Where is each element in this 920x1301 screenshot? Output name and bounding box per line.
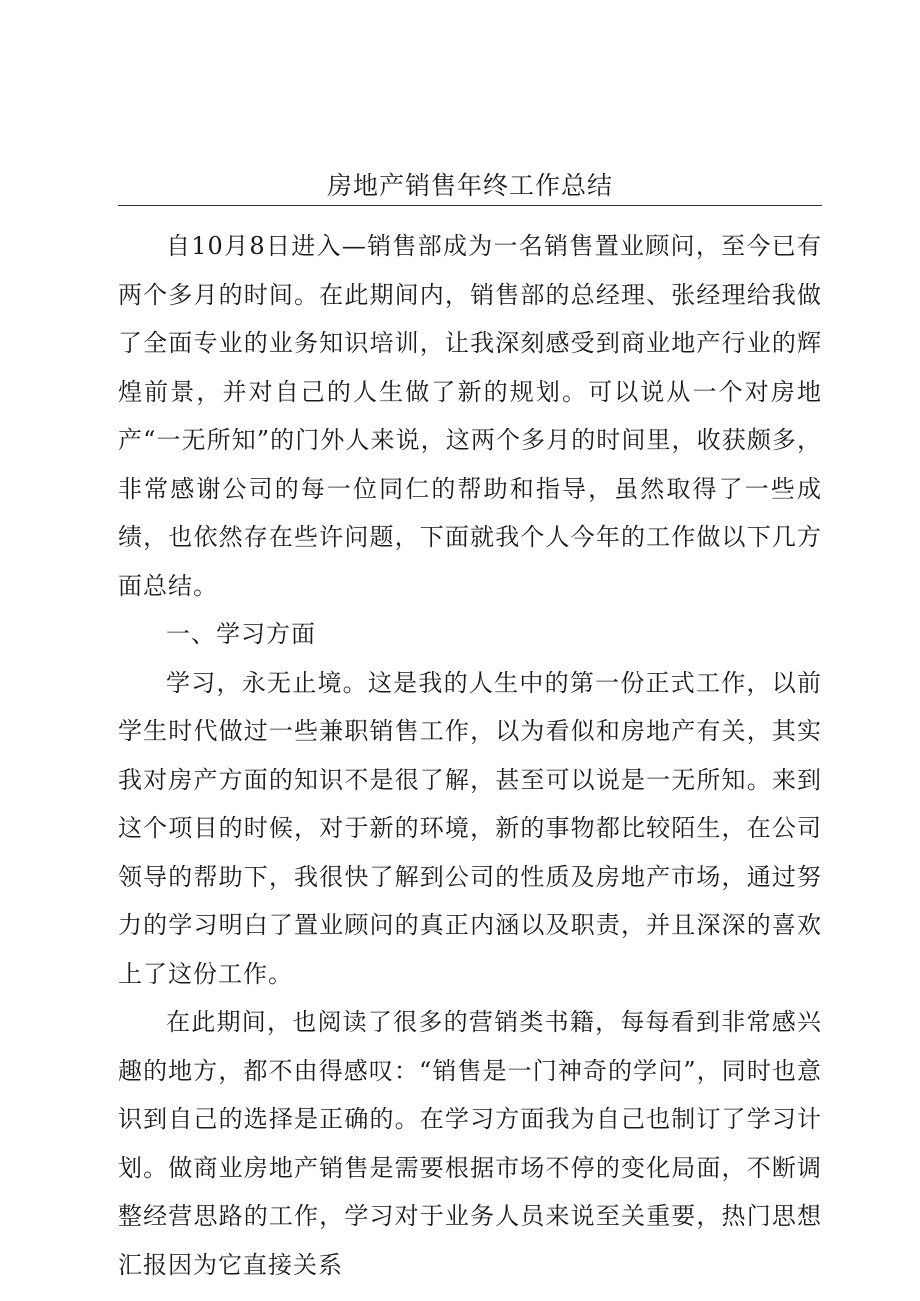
document-title: 房地产销售年终工作总结 (326, 171, 613, 200)
paragraph-intro: 自10月8日进入—销售部成为一名销售置业顾问，至今已有两个多月的时间。在此期间内，销售部的总经理、张经理给我做了全面专业的业务知识培训，让我深刻感受到商业地产行业的辉煌前景，并对自己的人生做了新的规划。可以说从一个对房地产“一无所知”的门外人来说，这两个多月的时间里，收获颇多，非常感谢公司的每一位同仁的帮助和指导，虽然取得了一些成绩，也依然存在些许问题，下面就我个人今年的工作做以下几方面总结。 (118, 232, 822, 600)
section-heading-learning: 一、学习方面 (166, 620, 316, 648)
paragraph-learning-1: 学习，永无止境。这是我的人生中的第一份正式工作，以前学生时代做过一些兼职销售工作，以为看似和房地产有关，其实我对房产方面的知识不是很了解，甚至可以说是一无所知。来到这个项目的时候，对于新的环境，新的事物都比较陌生，在公司领导的帮助下，我很快了解到公司的性质及房地产市场，通过努力的学习明白了置业顾问的真正内涵以及职责，并且深深的喜欢上了这份工作。 (118, 668, 822, 988)
document-body (118, 222, 822, 1289)
title-underline (118, 205, 822, 206)
paragraph-learning-2: 在此期间，也阅读了很多的营销类书籍，每每看到非常感兴趣的地方，都不由得感叹：“销售是一门神奇的学问”，同时也意识到自己的选择是正确的。在学习方面我为自己也制订了学习计划。做商业房地产销售是需要根据市场不停的变化局面，不断调整经营思路的工作，学习对于业务人员来说至关重要，热门思想汇报因为它直接关系 (118, 1008, 822, 1279)
